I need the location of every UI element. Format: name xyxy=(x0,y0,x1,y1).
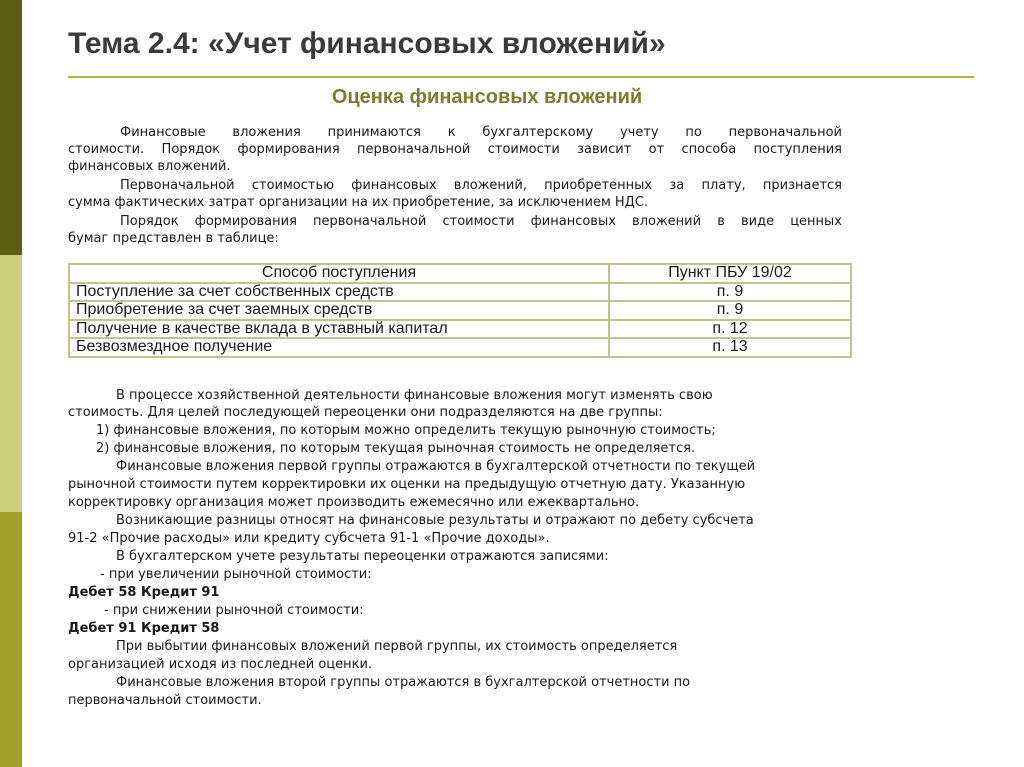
intro-p1-line3: финансовых вложений. xyxy=(68,159,231,174)
body-line-10: В бухгалтерском учете результаты переоценки отражаются записями: xyxy=(116,549,609,564)
table-header-row xyxy=(69,264,851,283)
table-header-method: Способ поступления xyxy=(69,264,609,283)
intro-p1-line2: стоимости. Порядок формирования первоначальной стоимости зависит от способа поступления xyxy=(68,142,842,157)
intro-p2-line1: Первоначальной стоимостью финансовых вложений, приобретенных за плату, признается xyxy=(120,178,842,193)
section-subtitle xyxy=(0,86,974,109)
intro-p2-line2: сумма фактических затрат организации на их приобретение, за исключением НДС. xyxy=(68,195,649,210)
body-line-17: Финансовые вложения второй группы отражаются в бухгалтерской отчетности по xyxy=(116,675,691,690)
table-row xyxy=(69,283,851,302)
receipt-method-table xyxy=(68,263,852,358)
table-header-clause: Пункт ПБУ 19/02 xyxy=(609,264,851,283)
entry-debit91-credit58: Дебет 91 Кредит 58 xyxy=(68,621,220,636)
table-cell-clause: п. 13 xyxy=(609,338,851,357)
side-bar-dark xyxy=(0,0,22,255)
table-cell-method: Безвозмездное получение xyxy=(69,338,609,357)
body-line-5: Финансовые вложения первой группы отражаются в бухгалтерской отчетности по текущей xyxy=(116,459,756,474)
body-line-15: При выбытии финансовых вложений первой группы, их стоимость определяется xyxy=(116,639,678,654)
body-line-9: 91-2 «Прочие расходы» или кредиту субсчета 91-1 «Прочие доходы». xyxy=(68,531,550,546)
body-line-6: рыночной стоимости путем корректировки их оценки на предыдущую отчетную дату. Указанную xyxy=(68,477,746,492)
table-row xyxy=(69,338,851,357)
body-list-item-1: 1) финансовые вложения, по которым можно определить текущую рыночную стоимость; xyxy=(96,423,716,438)
table-row xyxy=(69,301,851,320)
table-cell-clause: п. 12 xyxy=(609,320,851,339)
entry-debit58-credit91: Дебет 58 Кредит 91 xyxy=(68,585,220,600)
side-bar-mid xyxy=(0,512,22,767)
body-increase-label: - при увеличении рыночной стоимости: xyxy=(100,567,372,582)
body-line-16: организацией исходя из последней оценки. xyxy=(68,657,373,672)
title-divider xyxy=(68,76,974,78)
table-cell-method: Приобретение за счет заемных средств xyxy=(69,301,609,320)
table-cell-method: Получение в качестве вклада в уставный капитал xyxy=(69,320,609,339)
body-line-1: В процессе хозяйственной деятельности финансовые вложения могут изменять свою xyxy=(116,388,713,403)
section-subtitle-text: Оценка финансовых вложений xyxy=(331,86,643,108)
intro-p3-line1: Порядок формирования первоначальной стоимости финансовых вложений в виде ценных xyxy=(120,214,842,229)
intro-p3-line2: бумаг представлен в таблице: xyxy=(68,231,279,246)
intro-p1-line1: Финансовые вложения принимаются к бухгалтерскому учету по первоначальной xyxy=(120,125,842,140)
table-cell-clause: п. 9 xyxy=(609,283,851,302)
body-decrease-label: - при снижении рыночной стоимости: xyxy=(104,603,364,618)
side-bar-light xyxy=(0,255,22,512)
table-cell-method: Поступление за счет собственных средств xyxy=(69,283,609,302)
body-line-18: первоначальной стоимости. xyxy=(68,693,262,708)
body-line-7: корректировку организация может производить ежемесячно или ежеквартально. xyxy=(68,495,640,510)
table-cell-clause: п. 9 xyxy=(609,301,851,320)
table-row xyxy=(69,320,851,339)
body-line-2: стоимость. Для целей последующей переоценки они подразделяются на две группы: xyxy=(68,405,663,420)
page-title: Тема 2.4: «Учет финансовых вложений» xyxy=(68,27,666,60)
body-line-8: Возникающие разницы относят на финансовые результаты и отражают по дебету субсчета xyxy=(116,513,754,528)
body-list-item-2: 2) финансовые вложения, по которым текущая рыночная стоимость не определяется. xyxy=(96,441,696,456)
